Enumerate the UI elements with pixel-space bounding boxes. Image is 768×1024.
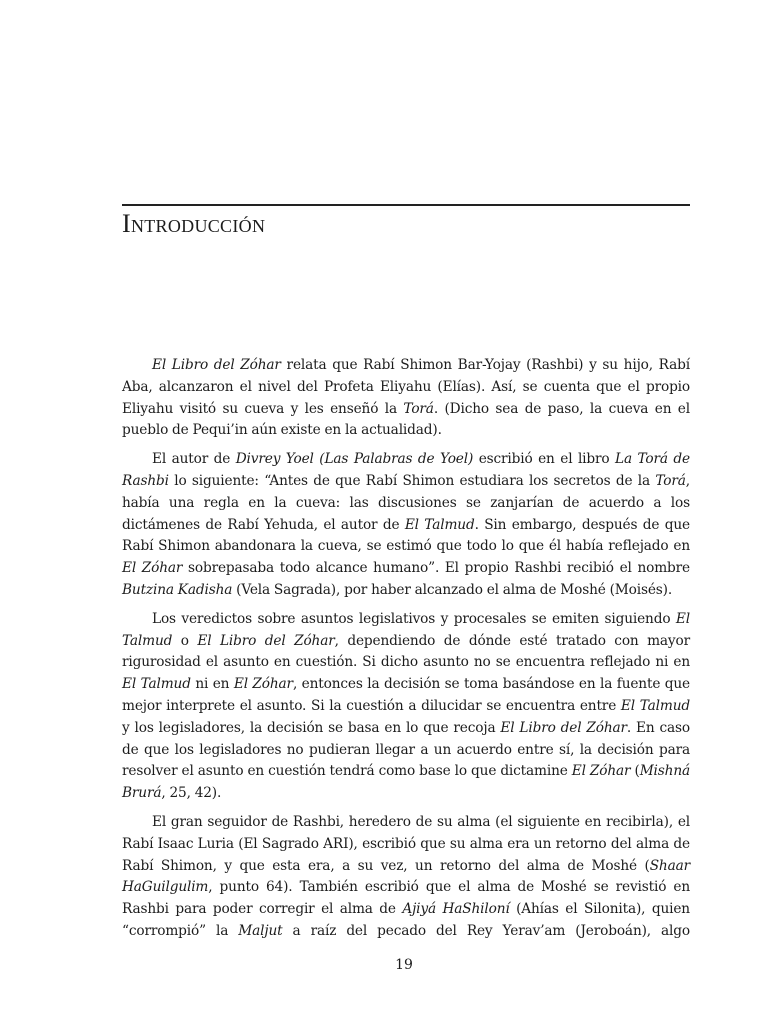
- text-run: El autor de: [152, 451, 236, 468]
- text-run: . Sin embargo, después de que Rabí Shimon abandonara la cueva, se estimó que todo lo que él había reflejado en: [122, 516, 690, 555]
- chapter-title: Introducción: [122, 209, 266, 238]
- text-run: lo siguiente: “Antes de que Rabí Shimon estudiara los secretos de la: [168, 472, 656, 489]
- paragraph: [122, 355, 690, 442]
- italic-text-run: El Libro del Zóhar: [152, 357, 281, 373]
- text-run: y los legisladores, la decisión se basa en lo que recoja: [122, 719, 501, 736]
- italic-text-run: El Zóhar: [233, 676, 293, 693]
- italic-text-run: El Zóhar: [571, 763, 631, 780]
- italic-text-run: Butzina Kadisha: [122, 581, 233, 598]
- text-run: . (Dicho sea de paso, la cueva en el pueblo de Pequi’in aún existe en la actualidad).: [122, 400, 690, 439]
- text-run: (: [630, 763, 640, 780]
- paragraph: [122, 609, 690, 805]
- italic-text-run: Torá: [403, 400, 434, 417]
- text-run: o: [172, 632, 198, 649]
- text-run: . En caso de que los legisladores no pudieran llegar a un acuerdo entre sí, la decisión para resolver el asunto en cuestión tendrá como base lo que dictamine: [122, 719, 690, 780]
- text-run: El gran seguidor de Rashbi, heredero de su alma (el siguiente en recibirla), el Rabí Isaac Luria (El Sagrado ARI), escribió que su alma era un retorno del alma de Rabí Shimon, y que esta era, a su vez, un retorno del alma de Moshé (: [122, 813, 690, 874]
- italic-text-run: Maljut: [238, 922, 283, 939]
- text-run: (Ahías el Silonita), quien “corrompió” la: [122, 901, 690, 939]
- italic-text-run: El Talmud: [404, 516, 475, 533]
- text-run: Los veredictos sobre asuntos legislativos y procesales se emiten siguiendo: [152, 610, 676, 627]
- text-run: ni en: [190, 676, 234, 693]
- italic-text-run: El Libro del Zóhar: [500, 719, 627, 736]
- italic-text-run: Shaar HaGuilgulim: [122, 857, 690, 896]
- text-run: , 25, 42).: [161, 785, 222, 802]
- body-text: [122, 355, 690, 950]
- text-run: (Vela Sagrada), por haber alcanzado el alma de Moshé (Moisés).: [232, 581, 673, 598]
- text-run: , dependiendo de dónde esté tratado con mayor rigurosidad el asunto en cuestión. Si dicho asunto no se encuentra reflejado ni en: [122, 632, 690, 671]
- paragraph: [122, 449, 690, 602]
- italic-text-run: El Libro del Zóhar: [197, 632, 335, 649]
- text-run: , entonces la decisión se toma basándose en la fuente que mejor interprete el asunto. Si la cuestión a dilucidar se encuentra entre: [122, 676, 690, 714]
- italic-text-run: Mishná Brurá: [122, 763, 690, 802]
- paragraph: [122, 812, 690, 943]
- italic-text-run: Torá: [655, 472, 686, 489]
- italic-text-run: El Talmud: [620, 697, 690, 714]
- text-run: sobrepasaba todo alcance humano”. El propio Rashbi recibió el nombre: [182, 560, 690, 577]
- italic-text-run: La Torá de Rashbi: [122, 451, 690, 489]
- text-run: , punto 64). También escribió que el alma de Moshé se revistió en Rashbi para poder corregir el alma de: [122, 879, 690, 918]
- text-run: , había una regla en la cueva: las discusiones se zanjarían de acuerdo a los dictámenes de Rabí Yehuda, el autor de: [122, 472, 690, 533]
- italic-text-run: Divrey Yoel (Las Palabras de Yoel): [235, 451, 474, 468]
- page-number: 19: [395, 957, 413, 973]
- text-run: escribió en el libro: [473, 451, 616, 468]
- chapter-rule: [122, 204, 690, 206]
- text-run: a raíz del pecado del Rey Yerav’am (Jeroboán), algo: [282, 922, 690, 939]
- text-run: relata que Rabí Shimon Bar-Yojay (Rashbi) y su hijo, Rabí Aba, alcanzaron el nivel del Profeta Eliyahu (Elías). Así, se cuenta que el propio Eliyahu visitó su cueva y les enseñó la: [122, 357, 691, 417]
- italic-text-run: Ajiyá HaShiloní: [402, 901, 510, 918]
- italic-text-run: El Talmud: [122, 610, 690, 649]
- italic-text-run: El Talmud: [122, 676, 191, 693]
- italic-text-run: El Zóhar: [122, 560, 183, 577]
